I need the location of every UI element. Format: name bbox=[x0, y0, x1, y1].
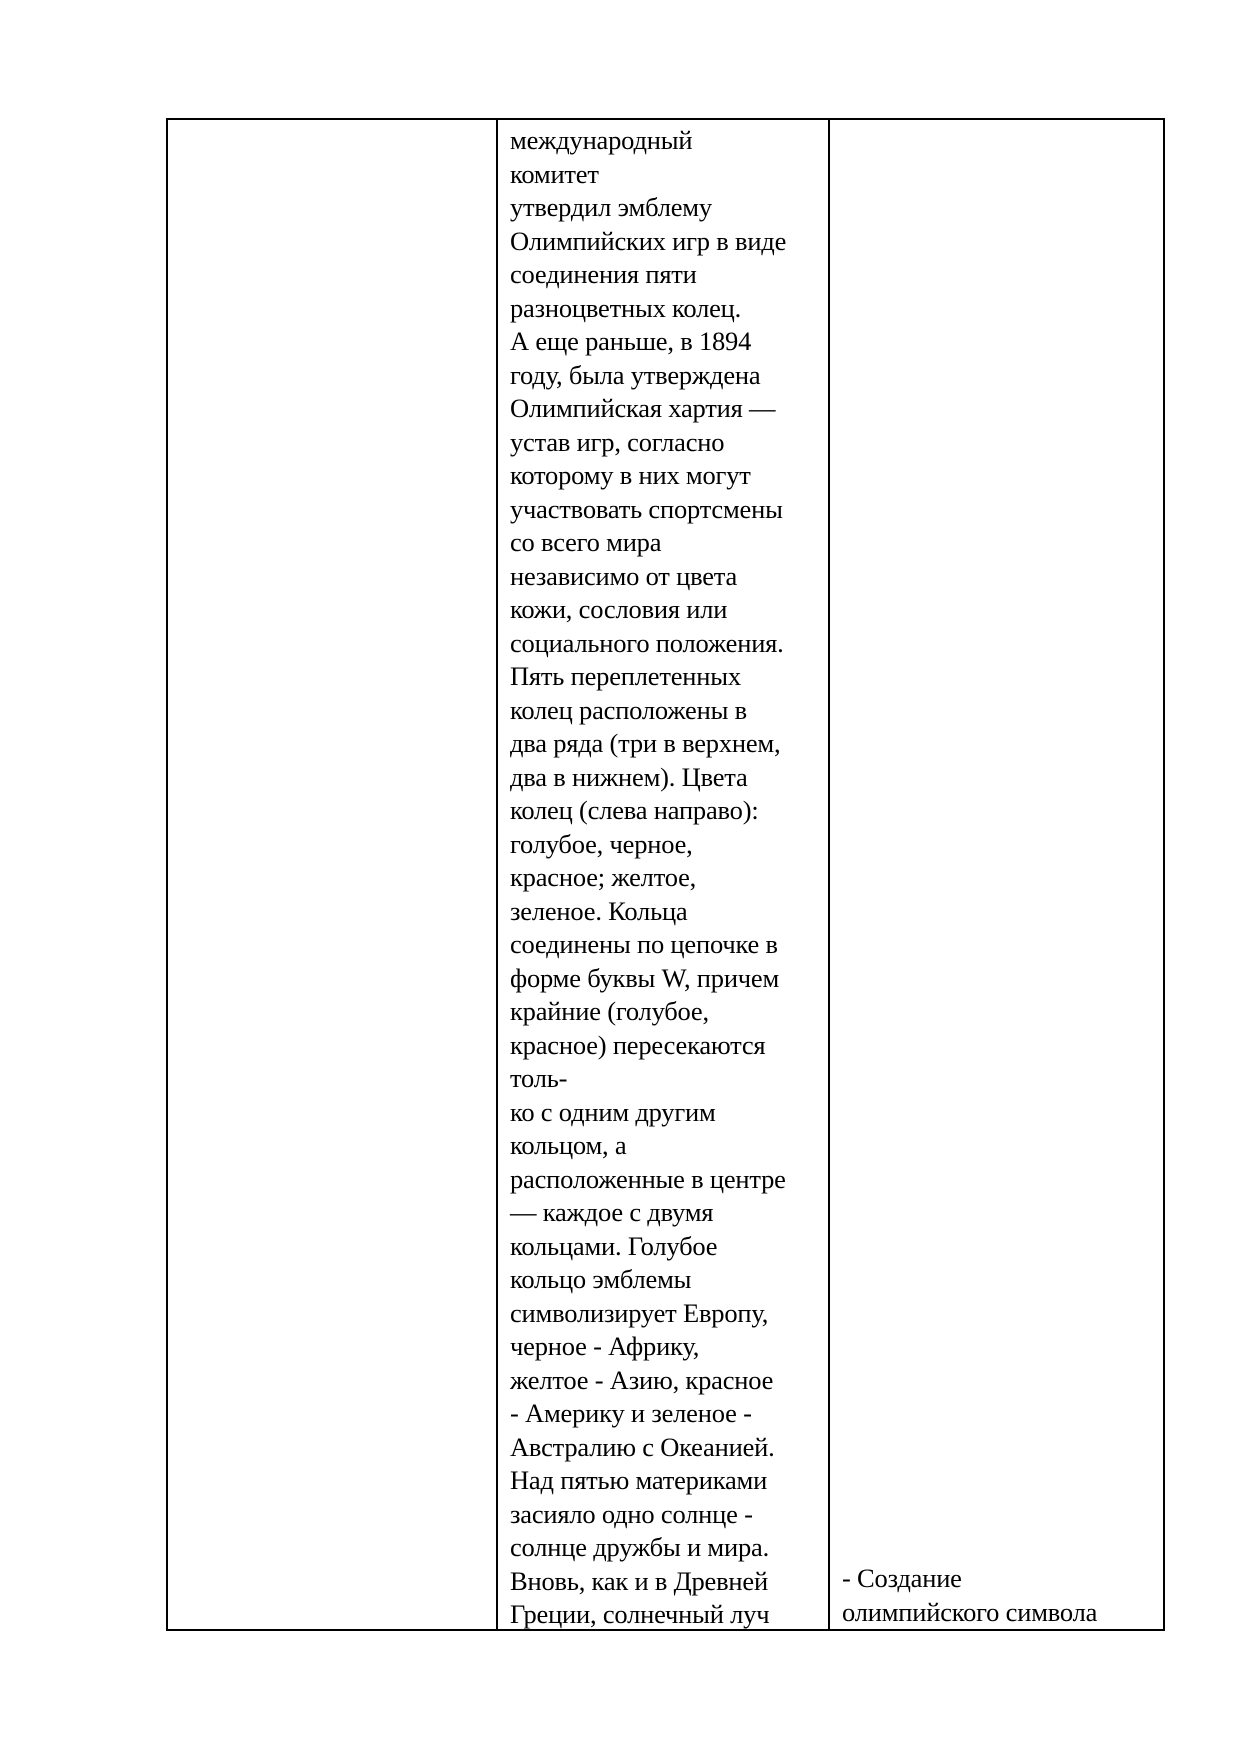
text-line: кольцом, а bbox=[510, 1130, 627, 1160]
text-line: засияло одно солнце - bbox=[510, 1498, 753, 1529]
text-line: форме буквы W, причем bbox=[510, 962, 780, 993]
text-line: зеленое. Кольца bbox=[510, 895, 688, 926]
text-line: голубое, черное, bbox=[510, 828, 693, 859]
text-line: комитет bbox=[510, 158, 599, 189]
text-line: — каждое с двумя bbox=[510, 1197, 714, 1227]
notes-text bbox=[842, 1562, 1097, 1629]
text-line: солнце дружбы и мира. bbox=[510, 1532, 769, 1562]
text-line: А еще раньше, в 1894 bbox=[510, 326, 752, 356]
table-row bbox=[167, 119, 1164, 1630]
text-line: кожи, сословия или bbox=[510, 594, 728, 624]
text-line: черное - Африку, bbox=[510, 1331, 700, 1361]
text-line: социального положения. bbox=[510, 627, 784, 658]
text-line: расположенные в центре bbox=[510, 1163, 786, 1194]
text-line: Над пятью материками bbox=[510, 1465, 768, 1495]
text-line: соединены по цепочке в bbox=[510, 929, 778, 959]
text-line: соединения пяти bbox=[510, 259, 697, 289]
text-line: два в нижнем). Цвета bbox=[510, 761, 748, 792]
text-line: Олимпийских игр в виде bbox=[510, 225, 787, 256]
text-line: колец расположены в bbox=[510, 694, 747, 725]
text-line: два ряда (три в верхнем, bbox=[510, 728, 781, 758]
text-line: Греции, солнечный луч bbox=[510, 1599, 770, 1629]
text-line: участвовать спортсмены bbox=[510, 493, 783, 524]
text-line: красное; желтое, bbox=[510, 862, 697, 892]
text-line: международный bbox=[510, 125, 693, 155]
text-line: Вновь, как и в Древней bbox=[510, 1565, 768, 1596]
text-line: желтое - Азию, красное bbox=[510, 1364, 774, 1395]
text-line: независимо от цвета bbox=[510, 560, 738, 591]
text-line: олимпийского символа bbox=[842, 1596, 1098, 1627]
text-line: кольцами. Голубое bbox=[510, 1230, 718, 1261]
text-line: - Создание bbox=[842, 1563, 962, 1593]
text-line: Пять переплетенных bbox=[510, 661, 741, 691]
text-line: устав игр, согласно bbox=[510, 426, 725, 457]
text-line: толь- bbox=[510, 1063, 568, 1093]
text-line: - Америку и зеленое - bbox=[510, 1398, 752, 1428]
text-line: символизирует Европу, bbox=[510, 1297, 769, 1328]
description-text bbox=[510, 124, 824, 1632]
text-line: крайние (голубое, bbox=[510, 996, 709, 1026]
text-line: Олимпийская хартия — bbox=[510, 393, 776, 423]
table-cell-description bbox=[497, 119, 829, 1630]
text-line: утвердил эмблему bbox=[510, 192, 712, 222]
text-line: со всего мира bbox=[510, 527, 662, 557]
text-line: кольцо эмблемы bbox=[510, 1264, 692, 1294]
text-line: красное) пересекаются bbox=[510, 1029, 766, 1060]
text-line: году, была утверждена bbox=[510, 359, 761, 390]
text-line: ко с одним другим bbox=[510, 1096, 716, 1127]
text-line: Австралию с Океанией. bbox=[510, 1431, 775, 1462]
table-cell-empty bbox=[167, 119, 497, 1630]
text-line: колец (слева направо): bbox=[510, 795, 759, 825]
text-line: разноцветных колец. bbox=[510, 292, 742, 323]
content-table bbox=[166, 118, 1165, 1631]
text-line: которому в них могут bbox=[510, 460, 751, 490]
table-cell-notes bbox=[829, 119, 1164, 1630]
